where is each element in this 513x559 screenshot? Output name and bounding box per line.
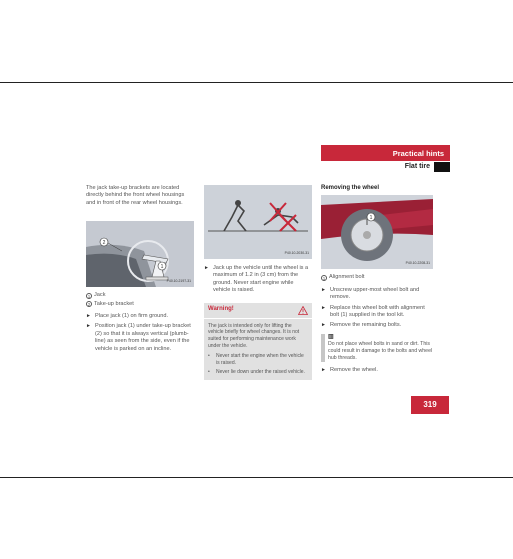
- svg-text:2: 2: [102, 240, 106, 247]
- svg-text:1: 1: [369, 215, 373, 222]
- step-item: ► Jack up the vehicle until the wheel is a maximum of 1.2 in (3 cm) from the ground. Never start engine while vehicle is raised.: [204, 265, 309, 294]
- arrow-icon: ►: [321, 366, 326, 373]
- jack-up-image: [204, 185, 312, 259]
- image-code: P40.10-2030-31: [284, 250, 309, 255]
- legend-item: 1 Jack: [87, 292, 106, 299]
- arrow-icon: ►: [321, 286, 326, 293]
- section-title: Removing the wheel: [321, 185, 380, 191]
- legend-item: 1 Alignment bolt: [322, 274, 365, 282]
- arrow-icon: ►: [86, 323, 91, 330]
- arrow-icon: ►: [204, 265, 209, 271]
- arrow-icon: ►: [321, 322, 326, 329]
- wheel-illustration: [321, 195, 433, 269]
- jack-bracket-image: [86, 221, 194, 287]
- note-text: Do not place wheel bolts in sand or dirt. This could result in damage to the bolts and wheel hub threads.: [328, 340, 433, 361]
- svg-text:1: 1: [160, 264, 164, 271]
- column-1: [86, 185, 194, 353]
- jack-warning-illustration: [204, 185, 312, 259]
- warning-bullet: • Never start the engine when the vehicle is raised.: [208, 352, 304, 366]
- column-2: [204, 185, 312, 380]
- image-code: P40.10-2197-31: [166, 278, 191, 283]
- arrow-icon: ►: [321, 304, 326, 311]
- warning-box: [204, 303, 312, 381]
- step-item: ► Unscrew upper-most wheel bolt and remove.: [321, 286, 420, 301]
- warning-header: [204, 303, 312, 319]
- step-item: ► Position jack (1) under take-up bracket (2) so that it is always vertical (plumb-line) as seen from the side, even if the vehicle is parked on an incline.: [86, 323, 191, 352]
- warning-bullet: • Never lie down under the raised vehicle.: [208, 369, 305, 376]
- step-item: ► Remove the remaining bolts.: [321, 322, 402, 329]
- intro-text: The jack take-up brackets are located directly behind the front wheel housings and in front of the rear wheel housings.: [86, 185, 185, 206]
- section-header: Practical hints: [321, 145, 450, 161]
- note-bar: [321, 334, 325, 362]
- warning-title: Warning!: [208, 306, 234, 313]
- arrow-icon: ►: [86, 313, 91, 320]
- note-box: [321, 334, 433, 362]
- step-item: ► Place jack (1) on firm ground.: [86, 313, 169, 320]
- step-item: ► Replace this wheel bolt with alignment bolt (1) supplied in the tool kit.: [321, 304, 425, 319]
- image-code: P40.10-2208-31: [405, 261, 430, 265]
- legend-item: 2 Take-up bracket: [87, 300, 134, 308]
- wheel-removal-image: [321, 195, 433, 269]
- page-number: 319: [411, 396, 449, 414]
- column-3: [321, 185, 433, 374]
- step-item: ► Remove the wheel.: [321, 366, 378, 373]
- header-marker: [434, 162, 450, 172]
- note-icon: ▥: [328, 333, 334, 340]
- subsection-header: Flat tire: [404, 163, 430, 170]
- warning-body: The jack is intended only for lifting the vehicle briefly for wheel changes. It is not suited for performing maintenance work under the vehicle. • Never start the engine when the vehicle is raised. • Never lie down under the raised vehicle.: [204, 319, 312, 381]
- warning-triangle-icon: [298, 306, 308, 315]
